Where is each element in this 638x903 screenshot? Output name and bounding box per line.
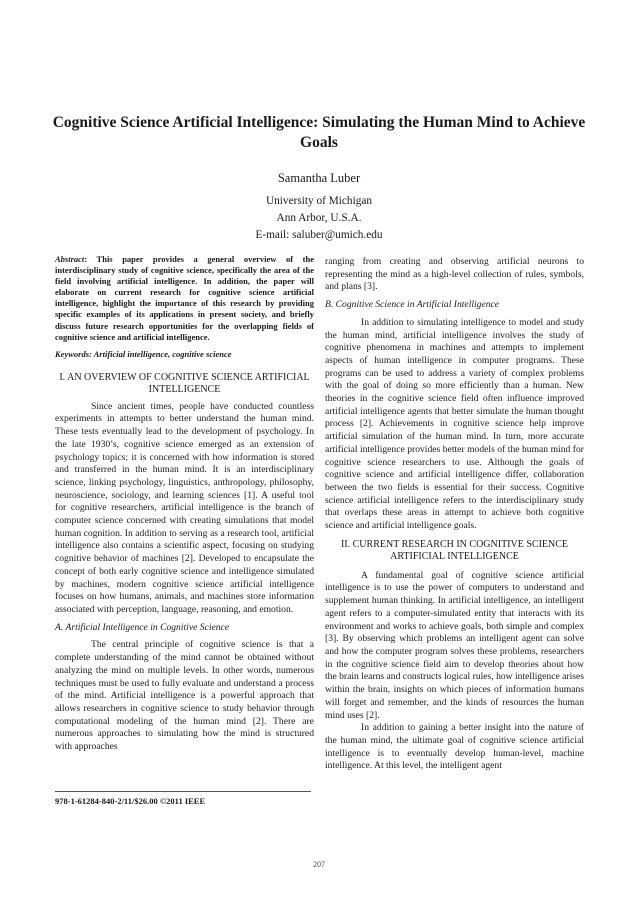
section-1-paragraph-1: Since ancient times, people have conducted countless experiments in attempts to better understand the human mind. These tests eventually lead to the development of psychology. In the late 1930’s, cognitive science emerged as an extension of psychology topics; it is concerned with how information is stored and transferred in the human mind. It is an interdisciplinary science, linking psychology, linguistics, anthropology, philosophy, neuroscience, sociology, and learning sciences [1]. A useful tool for cognitive researchers, artificial intelligence is the branch of computer science concerned with creating simulations that model human cognition. In addition to serving as a research tool, artificial intelligence also contains a scientific aspect, focusing on studying cognitive behavior of machines [2]. Developed to encapsulate the concept of both early cognitive science and intelligence simulated by machines, modern cognitive science artificial intelligence focuses on how humans, animals, and machines store information associated with perception, language, reasoning, and emotion. xyxy=(55,400,314,615)
author-block xyxy=(0,170,638,244)
subsection-a-continued: ranging from creating and observing artificial neurons to representing the mind as a high-level collection of rules, symbols, and plans [3]. xyxy=(325,256,584,293)
section-1-heading: I. AN OVERVIEW OF COGNITIVE SCIENCE ARTIFICIAL INTELLIGENCE xyxy=(59,371,310,396)
left-column xyxy=(55,254,314,754)
abstract-text: : This paper provides a general overview of the interdisciplinary study of cognitive science, specifically the area of the field involving artificial intelligence. In addition, the paper will elaborate on current research for cognitive science artificial intelligence, highlight the importance of this research by providing specific examples of its applications in present society, and briefly discuss future research opportunities for the overlapping fields of cognitive science and artificial intelligence. xyxy=(55,254,314,342)
paper-title: Cognitive Science Artificial Intelligence: Simulating the Human Mind to Achieve Goals xyxy=(52,114,586,151)
copyright-notice: 978-1-61284-840-2/11/$26.00 ©2011 IEEE xyxy=(55,796,206,806)
abstract xyxy=(55,254,314,343)
abstract-label: Abstract xyxy=(55,254,85,264)
author-email: E-mail: saluber@umich.edu xyxy=(255,229,383,241)
section-2-paragraph-2: In addition to gaining a better insight into the nature of the human mind, the ultimate goal of cognitive science artificial intelligence is to eventually develop human-level, machine intelligence. At this level, the intelligent agent xyxy=(325,722,584,772)
subsection-b-heading: B. Cognitive Science in Artificial Intelligence xyxy=(325,299,500,311)
page-number: 207 xyxy=(313,860,325,869)
author-affiliation: University of Michigan xyxy=(265,195,373,207)
author-location: Ann Arbor, U.S.A. xyxy=(276,212,362,224)
subsection-a-paragraph: The central principle of cognitive science is that a complete understanding of the mind cannot be obtained without analyzing the mind on multiple levels. In other words, numerous techniques must be used to fully evaluate and understand a process of the mind. Artificial intelligence is a powerful approach that allows researchers in cognitive science to study behavior through computational modeling of the human mind [2]. There are numerous approaches to simulating how the mind is structured with approaches xyxy=(55,639,314,753)
subsection-b-paragraph: In addition to simulating intelligence to model and study the human mind, artificial intelligence involves the study of cognitive phenomena in machines and attempts to implement aspects of human intelligence in computer programs. These programs can be used to address a variety of complex problems with the goal of doing so more efficiently than a human. New theories in the cognitive science field often influence improved artificial intelligence agents that better simulate the human thought process [2]. Achievements in cognitive science help improve artificial simulation of the human mind. In turn, more accurate artificial intelligence provides better models of the human mind for cognitive science researchers to use. Although the goals of cognitive science and artificial intelligence differ, collaboration between the two fields is essential for their success. Cognitive science artificial intelligence refers to the interdisciplinary study that overlaps these areas in attempt to achieve both cognitive science and artificial intelligence goals. xyxy=(325,316,584,532)
keywords: Keywords: Artificial intelligence, cognitive science xyxy=(55,348,232,359)
right-column xyxy=(325,256,584,773)
footnote-divider xyxy=(55,791,311,792)
author-name: Samantha Luber xyxy=(277,171,361,185)
subsection-a-heading: A. Artificial Intelligence in Cognitive Science xyxy=(55,621,230,633)
section-2-heading: II. CURRENT RESEARCH IN COGNITIVE SCIENCE ARTIFICIAL INTELLIGENCE xyxy=(340,538,569,563)
section-2-paragraph-1: A fundamental goal of cognitive science artificial intelligence is to use the power of computers to understand and supplement human thinking. In artificial intelligence, an intelligent agent refers to a computer-simulated entity that interacts with its environment and works to achieve goals, both simple and complex [3]. By observing which problems an intelligent agent can solve and how the computer program solves these problems, researchers in the cognitive science field aim to develop theories about how the brain learns and constructs logical rules, how intelligence arises within the brain, insights on which pieces of information humans will forget and remember, and the kinds of resources the human mind uses [2]. xyxy=(325,569,584,721)
